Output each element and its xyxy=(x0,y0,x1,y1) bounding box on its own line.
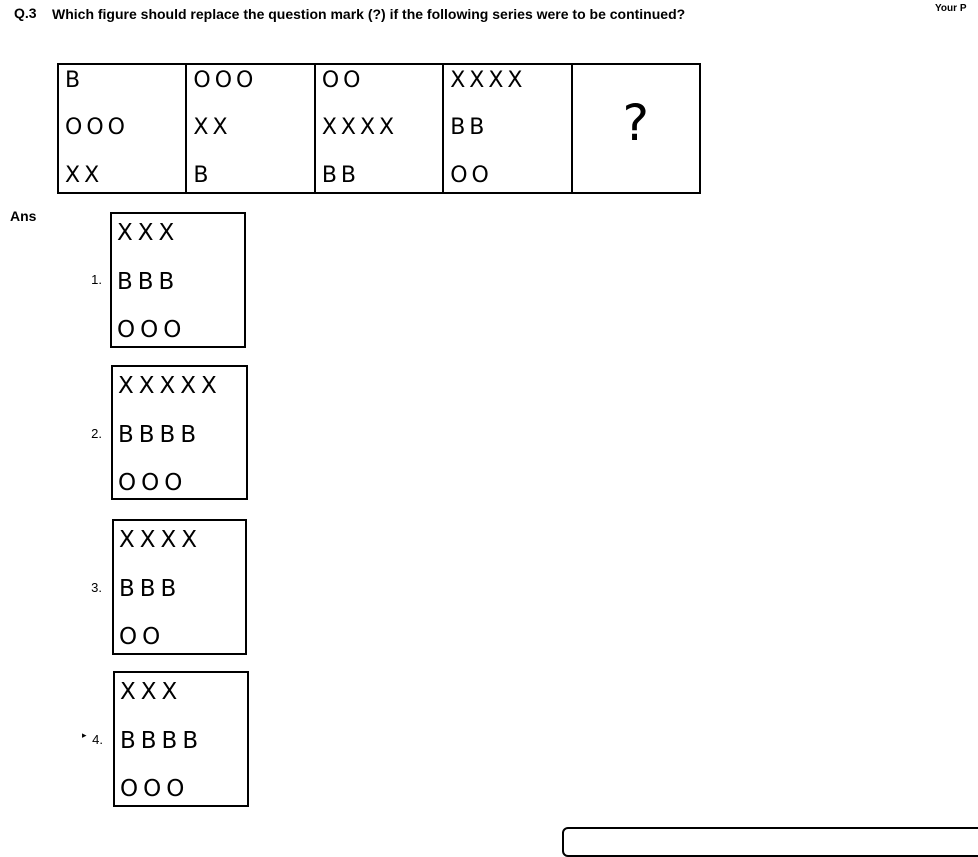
missing-figure xyxy=(573,65,699,192)
figure-row: XXXX xyxy=(450,68,527,93)
option-row: OOO xyxy=(118,470,188,496)
question-mark-symbol: ? xyxy=(622,94,650,152)
option-row: XXX xyxy=(120,679,183,705)
figure-row: XX xyxy=(65,163,104,188)
bottom-panel xyxy=(562,827,978,857)
figure-row: XX xyxy=(193,115,232,140)
option-row: OOO xyxy=(117,317,187,343)
option-row: XXXX xyxy=(119,527,203,553)
option-4-figure[interactable] xyxy=(113,671,249,807)
option-row: BBBB xyxy=(118,422,202,448)
option-3-number: 3. xyxy=(91,580,102,595)
option-row: BBB xyxy=(119,576,182,602)
figure-row: B xyxy=(193,163,213,188)
option-row: XXX xyxy=(117,220,180,246)
figure-row: XXXX xyxy=(321,115,399,140)
problem-figure-4 xyxy=(444,65,572,192)
figure-row: B xyxy=(65,68,85,93)
option-row: BBBB xyxy=(120,728,204,754)
option-row: BBB xyxy=(117,269,180,295)
option-4-number: 4. xyxy=(92,732,103,747)
option-marker-icon: ▸ xyxy=(82,730,87,740)
problem-figure-3 xyxy=(316,65,444,192)
problem-figure-series xyxy=(57,63,701,194)
problem-figure-2 xyxy=(187,65,315,192)
corner-label: Your P xyxy=(935,3,967,14)
figure-row: BB xyxy=(321,163,360,188)
answer-label: Ans xyxy=(10,208,37,224)
option-2-number: 2. xyxy=(91,426,102,441)
question-number: Q.3 xyxy=(14,5,37,21)
figure-row: OO xyxy=(450,163,493,188)
figure-row: OOO xyxy=(65,115,129,140)
figure-row: BB xyxy=(450,115,489,140)
figure-row: OO xyxy=(321,68,365,93)
option-3-figure[interactable] xyxy=(112,519,247,655)
figure-row: OOO xyxy=(193,68,258,93)
option-row: OOO xyxy=(120,776,190,802)
problem-figure-1 xyxy=(59,65,187,192)
option-row: XXXXX xyxy=(118,373,222,399)
option-2-figure[interactable] xyxy=(111,365,248,500)
question-text: Which figure should replace the question mark (?) if the following series were to be continued? xyxy=(52,6,686,22)
option-1-number: 1. xyxy=(91,272,102,287)
option-row: OO xyxy=(119,624,166,650)
option-1-figure[interactable] xyxy=(110,212,246,348)
